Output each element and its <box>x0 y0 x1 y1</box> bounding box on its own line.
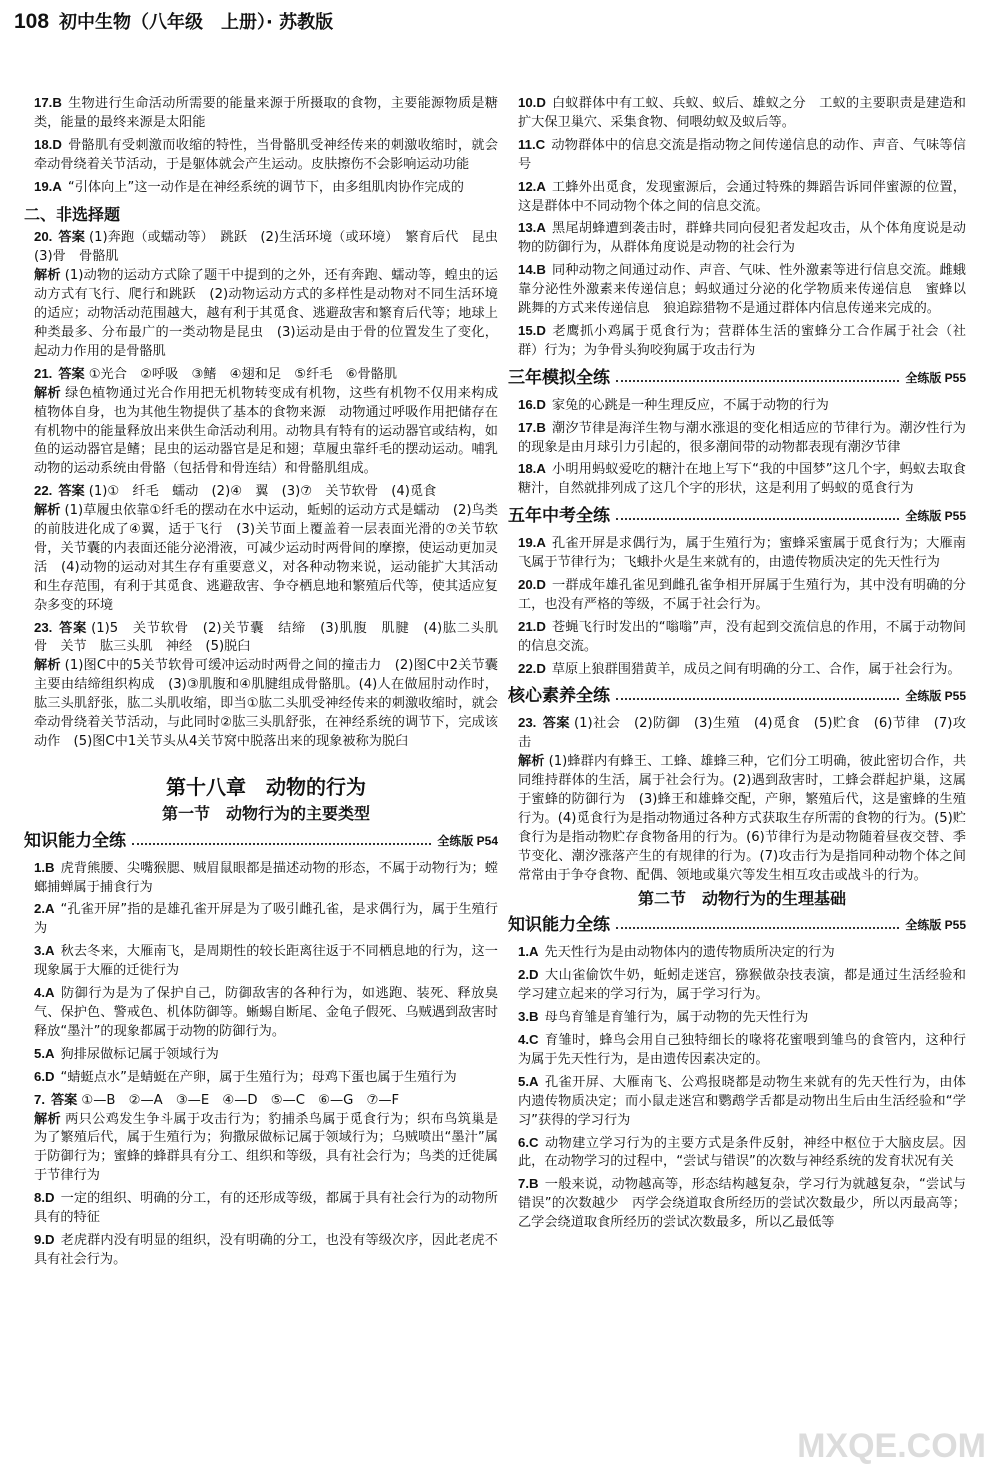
item-text: 育雏时，蜂鸟会用自己独特细长的喙将花蜜喂到雏鸟的食管内，这种行为属于先天性行为，是由遗传因素决定的。 <box>518 1032 966 1067</box>
answer-item <box>34 1045 498 1065</box>
answer-item <box>34 482 498 615</box>
item-text: 潮汐节律是海洋生物与潮水涨退的变化相适应的节律行为。潮汐性行为的现象是由月球引力引起的，很多潮间带的动物都表现有潮汐节律 <box>518 420 966 455</box>
dotted-leader <box>132 843 431 845</box>
item-text: 虎背熊腰、尖嘴猴腮、贼眉鼠眼都是描述动物的形态，不属于动物行为；螳螂捕蝉属于捕食行为 <box>34 860 498 895</box>
left-column <box>24 94 512 1273</box>
item-text: 孔雀开屏、大雁南飞、公鸡报晓都是动物生来就有的先天性行为，由体内遗传物质决定；而小鼠走迷宫和鹦鹉学舌都是动物出生后由生活经验和“学习”获得的学习行为 <box>518 1074 966 1128</box>
item-number: 18.A <box>518 461 546 477</box>
item-text: 同种动物之间通过动作、声音、气味、性外激素等进行信息交流。雌蛾靠分泌性外激素来传递信息；蚂蚁通过分泌的化学物质来传递信息 蜜蜂以跳舞的方式来传递信息 狼追踪猎物不是通过群体内信息传递来完成的。 <box>518 263 966 317</box>
answer-label: 答案 <box>51 1092 78 1108</box>
item-number: 15.D <box>518 322 546 338</box>
item-number: 19.A <box>34 178 62 194</box>
section-title-1: 第一节 动物行为的主要类型 <box>161 803 370 823</box>
page-header <box>14 8 333 48</box>
item-text: (1)草履虫依靠①纤毛的摆动在水中运动，蚯蚓的运动方式是蠕动 (2)鸟类的前肢进化成了④翼，适于飞行 (3)关节面上覆盖着一层表面光滑的⑦关节软骨，关节囊的内表面还能分泌滑液，可减少运动时两骨间的摩擦，使运动更加灵活 (4)动物的运动对其生存有重要意义，对各种动物来说，运动能扩大其活动和生存范围，有利于其觅食、逃避敌害、争夺栖息地和繁殖后代等，使其适应复杂多变的环境 <box>34 503 498 613</box>
answer-item <box>518 1008 966 1028</box>
answer-label: 答案 <box>58 366 85 382</box>
answer-item <box>34 1091 498 1187</box>
item-number: 14.B <box>518 262 546 278</box>
answer-item <box>518 261 966 319</box>
item-text: (1)动物的运动方式除了题干中提到的之外，还有奔跑、蠕动等，蝗虫的运动方式有飞行、爬行和跳跃 (2)动物运动方式的多样性是动物对不同生活环境的适应；动物活动范围越大，越有利于其觅食、逃避敌害和繁育后代等；地球上种类最多、分布最广的一类动物是昆虫 (3)运动是由于骨的位置发生了变化，起动力作用的是骨骼肌 <box>34 268 498 359</box>
chapter-title: 第十八章 动物的行为 <box>166 774 366 799</box>
answer-item <box>518 618 966 657</box>
practice-band <box>24 832 498 851</box>
practice-band <box>508 687 966 706</box>
item-number: 3.B <box>518 1009 539 1025</box>
item-number: 7.B <box>518 1176 539 1192</box>
analysis-label: 解析 <box>34 385 62 401</box>
item-number: 6.C <box>518 1134 539 1150</box>
page-number: 108 <box>14 10 50 33</box>
item-number: 6.D <box>34 1068 55 1084</box>
answer-item <box>518 966 966 1005</box>
section-title-2: 第二节 动物行为的生理基础 <box>637 888 846 908</box>
answer-item <box>518 660 966 680</box>
item-text: 绿色植物通过光合作用把无机物转变成有机物，这些有机物不仅用来构成植物体自身，也为其他生物提供了基本的食物来源 动物通过呼吸作用把储存在有机物中的能量释放出来供生命活动利用。动物具有特有的运动器官或结构，如鱼的运动器官是鳍；昆虫的运动器官是足和翅；草履虫靠纤毛的摆动运动。哺乳动物的运动系统由骨骼（包括骨和骨连结）和骨骼肌组成。 <box>34 385 499 477</box>
answer-item <box>518 1175 966 1233</box>
answer-item <box>518 1031 966 1070</box>
item-number: 5.A <box>518 1073 539 1089</box>
answer-text: ①—B ②—A ③—E ④—D ⑤—C ⑥—G ⑦—F <box>81 1092 400 1108</box>
answer-text: (1)① 纤毛 蠕动 (2)④ 翼 (3)⑦ 关节软骨 (4)觅食 <box>88 484 437 500</box>
item-text: 大山雀偷饮牛奶，蚯蚓走迷宫，猕猴做杂技表演，都是通过生活经验和学习建立起来的学习行为，属于学习行为。 <box>518 968 966 1003</box>
answer-item <box>34 1189 498 1228</box>
item-text: 苍蝇飞行时发出的“嗡嗡”声，没有起到交流信息的作用，不属于动物间的信息交流。 <box>518 619 966 654</box>
item-number: 13.A <box>518 220 546 236</box>
item-number: 4.C <box>518 1031 539 1047</box>
item-text: 狗排尿做标记属于领域行为 <box>60 1046 219 1062</box>
item-number: 7. <box>34 1091 45 1107</box>
band-ref: 全练版 P54 <box>437 833 498 848</box>
item-number: 5.A <box>34 1045 55 1061</box>
item-number: 22.D <box>518 660 546 676</box>
answer-label: 答案 <box>542 716 570 732</box>
answer-text: (1)5 关节软骨 (2)关节囊 结缔 (3)肌腹 肌腱 (4)肱二头肌 骨 关节 肱三头肌 神经 (5)脱臼 <box>34 620 512 655</box>
item-number: 20. <box>34 229 53 245</box>
answer-text: (1)奔跑（或蠕动等） 跳跃 (2)生活环境（或环境） 繁育后代 昆虫 (3)骨 骨骼肌 <box>34 230 512 265</box>
answer-item <box>34 1231 498 1270</box>
item-text: 动物群体中的信息交流是指动物之间传递信息的动作、声音、气味等信号 <box>518 137 966 172</box>
answer-item <box>518 94 966 133</box>
item-text: (1)图C中的5关节软骨可缓冲运动时两骨之间的撞击力 (2)图C中2关节囊主要由结缔组织构成 (3)③肌腹和④肌腱组成骨骼肌。(4)人在做屈肘动作时，肱三头肌舒张，肱二头肌收缩，即当①肱二头肌受神经传来的刺激收缩时，就会牵动骨绕着关节活动，与此同时②肱三头肌舒张，在神经系统的调节下，完成该动作 (5)图C中1关节头从4关节窝中脱落出来的现象被称为脱臼 <box>34 658 498 749</box>
item-number: 8.D <box>34 1190 55 1206</box>
item-text: 生物进行生命活动所需要的能量来源于所摄取的食物，主要能源物质是糖类，能量的最终来源是太阳能 <box>34 96 498 130</box>
item-text: 动物建立学习行为的主要方式是条件反射，神经中枢位于大脑皮层。因此，在动物学习的过程中，“尝试与错误”的次数与神经系统的发育状况有关 <box>518 1135 966 1170</box>
item-number: 18.D <box>34 136 62 152</box>
analysis-label: 解析 <box>34 658 61 674</box>
item-number: 2.A <box>34 901 55 917</box>
item-number: 2.D <box>518 967 539 983</box>
item-number: 23. <box>518 715 537 731</box>
item-number: 21.D <box>518 618 546 634</box>
item-text: 秋去冬来，大雁南飞，是周期性的较长距离往返于不同栖息地的行为，这一现象属于大雁的迁徙行为 <box>34 944 498 979</box>
item-number: 1.A <box>518 944 539 960</box>
answer-label: 答案 <box>58 484 85 500</box>
answer-item <box>34 1068 498 1088</box>
practice-band <box>508 369 966 388</box>
answer-item <box>34 942 498 981</box>
answer-label: 答案 <box>58 620 88 636</box>
item-text: 小明用蚂蚁爱吃的糖汁在地上写下“我的中国梦”这几个字，蚂蚁去取食糖汁，自然就排列成了这几个字的形状，这是利用了蚂蚁的觅食行为 <box>518 462 966 497</box>
band-title: 三年模拟全练 <box>508 367 610 388</box>
item-number: 12.A <box>518 178 546 194</box>
item-number: 11.C <box>518 136 546 152</box>
band-ref: 全练版 P55 <box>905 689 966 704</box>
item-text: 家兔的心跳是一种生理反应，不属于动物的行为 <box>551 397 829 413</box>
item-text: 草原上狼群围猎黄羊，成员之间有明确的分工、合作，属于社会行为。 <box>551 661 961 677</box>
answer-item <box>34 228 512 361</box>
analysis-label: 解析 <box>34 503 61 519</box>
item-number: 4.A <box>34 985 55 1001</box>
section-heading-nonchoice: 二、非选择题 <box>24 204 121 224</box>
answer-item <box>518 419 966 458</box>
practice-band <box>508 916 966 935</box>
answer-item <box>518 943 966 963</box>
book-title: 初中生物（八年级 上册）· 苏教版 <box>59 12 334 33</box>
item-text: 一群成年雄孔雀见到雌孔雀争相开屏属于生殖行为，其中没有明确的分工，也没有严格的等级，不属于社会行为。 <box>518 577 966 612</box>
answer-item <box>518 534 966 573</box>
answer-text: (1)社会 (2)防御 (3)生殖 (4)觅食 (5)贮食 (6)节律 (7)攻击 <box>518 716 966 751</box>
item-text: 老鹰抓小鸡属于觅食行为；营群体生活的蜜蜂分工合作属于社会（社群）行为；为争骨头狗咬狗属于攻击行为 <box>518 323 966 358</box>
answer-item <box>34 984 498 1042</box>
item-text: 白蚁群体中有工蚁、兵蚁、蚁后、雄蚁之分 工蚁的主要职责是建造和扩大保卫巢穴、采集食物、伺喂幼蚁及蚁后等。 <box>518 96 966 130</box>
right-column <box>508 94 967 1236</box>
item-text: 骨骼肌有受刺激而收缩的特性，当骨骼肌受神经传来的刺激收缩时，就会牵动骨绕着关节活动，于是躯体就会产生运动。皮肤擦伤不会影响运动功能 <box>34 137 498 172</box>
analysis-label: 解析 <box>34 1111 62 1127</box>
answer-item <box>34 619 512 752</box>
answer-item <box>518 714 966 885</box>
item-text: 母鸟育雏是育雏行为，属于动物的先天性行为 <box>544 1010 809 1026</box>
answer-item <box>34 900 498 939</box>
item-text: 防御行为是为了保护自己，防御敌害的各种行为，如逃跑、装死、释放臭气、保护色、警戒色、机体防御等。蜥蜴自断尾、金龟子假死、乌贼遇到敌害时释放“墨汁”的现象都属于动物的防御行为。 <box>34 986 498 1039</box>
item-text: 先天性行为是由动物体内的遗传物质所决定的行为 <box>544 945 835 961</box>
analysis-label: 解析 <box>518 754 545 770</box>
answer-item <box>518 1073 966 1131</box>
item-text: “蜻蜓点水”是蜻蜓在产卵，属于生殖行为；母鸡下蛋也属于生殖行为 <box>60 1069 457 1085</box>
dotted-leader <box>616 927 899 929</box>
item-text: 一定的组织、明确的分工，有的还形成等级，都属于具有社会行为的动物所具有的特征 <box>34 1191 498 1226</box>
item-text: 老虎群内没有明显的组织，没有明确的分工，也没有等级次序，因此老虎不具有社会行为。 <box>34 1232 498 1267</box>
item-number: 16.D <box>518 396 546 412</box>
band-title: 核心素养全练 <box>508 686 610 707</box>
watermark-logo: MXQE.COM <box>797 1427 986 1465</box>
item-text: 黑尾胡蜂遭到袭击时，群蜂共同向侵犯者发起攻击，从个体角度说是动物的防御行为，从群体角度说是动物的社会行为 <box>518 221 966 256</box>
answer-item <box>518 576 966 615</box>
item-number: 17.B <box>34 95 62 110</box>
band-title: 知识能力全练 <box>508 915 610 936</box>
band-title: 五年中考全练 <box>508 506 610 527</box>
item-text: 工蜂外出觅食，发现蜜源后，会通过特殊的舞蹈告诉同伴蜜源的位置，这是群体中不同动物个体之间的信息交流。 <box>518 179 966 214</box>
dotted-leader <box>616 698 899 700</box>
item-text: 孔雀开屏是求偶行为，属于生殖行为；蜜蜂采蜜属于觅食行为；大雁南飞属于节律行为；飞蛾扑火是生来就有的，由遗传物质决定的先天性行为 <box>518 536 966 571</box>
item-number: 20.D <box>518 576 546 592</box>
analysis-label: 解析 <box>34 268 61 284</box>
practice-band <box>508 507 966 526</box>
answer-item <box>518 219 966 258</box>
item-text: (1)蜂群内有蜂王、工蜂、雄蜂三种，它们分工明确，彼此密切合作，共同维持群体的生活，属于社会行为。(2)遇到敌害时，工蜂会群起护巢，这属于蜜蜂的防御行为 (3)蜂王和雄蜂交配，产卵，繁殖后代，这是蜜蜂的生殖行为。(4)觅食行为是指动物通过各种方式获取生存所需的食物的行为。(5)贮食行为是指动物贮存食物备用的行为。(6)节律行为是动物随着昼夜交替、季节变化、潮汐涨落产生的有规律的行为。(7)攻击行为是指同种动物个体之间常常由于争夺食物、配偶、领地或巢穴等发生相互攻击或战斗的行为。 <box>518 754 967 883</box>
band-ref: 全练版 P55 <box>905 509 966 524</box>
answer-item <box>518 178 966 217</box>
item-number: 17.B <box>518 419 546 435</box>
item-number: 22. <box>34 483 53 499</box>
item-number: 23. <box>34 619 53 635</box>
band-title: 知识能力全练 <box>24 830 126 851</box>
answer-item <box>518 322 966 361</box>
item-text: 两只公鸡发生争斗属于攻击行为；豹捕杀鸟属于觅食行为；织布鸟筑巢是为了繁殖后代，属于生殖行为；狗撒尿做标记属于领域行为；乌贼喷出“墨汁”属于防御行为；蜜蜂的蜂群具有分工、组织和等级，具有社会行为；鸟类的迁徙属于节律行为 <box>34 1111 499 1184</box>
item-number: 9.D <box>34 1231 55 1247</box>
answer-item <box>34 365 498 479</box>
answer-item <box>34 136 498 175</box>
answer-item <box>518 136 966 175</box>
item-number: 10.D <box>518 95 546 110</box>
item-number: 1.B <box>34 859 55 875</box>
answer-item <box>34 859 498 898</box>
item-text: “引体向上”这一动作是在神经系统的调节下，由多组肌肉协作完成的 <box>67 179 464 195</box>
answer-text: ①光合 ②呼吸 ③鳍 ④翅和足 ⑤纤毛 ⑥骨骼肌 <box>88 366 398 382</box>
answer-item <box>34 94 498 133</box>
answer-item <box>34 178 498 198</box>
answer-item <box>518 396 966 416</box>
band-ref: 全练版 P55 <box>905 918 966 933</box>
item-number: 19.A <box>518 535 546 551</box>
item-number: 3.A <box>34 943 55 959</box>
dotted-leader <box>616 518 899 520</box>
item-text: 一般来说，动物越高等，形态结构越复杂，学习行为就越复杂，“尝试与错误”的次数越少 丙学会绕道取食所经历的尝试次数最少，所以丙最高等；乙学会绕道取食所经历的尝试次数最多，所以乙最低等 <box>518 1177 966 1231</box>
item-text: “孔雀开屏”指的是雄孔雀开屏是为了吸引雌孔雀，是求偶行为，属于生殖行为 <box>34 902 498 937</box>
dotted-leader <box>616 380 899 382</box>
answer-item <box>518 460 966 499</box>
item-number: 21. <box>34 365 53 381</box>
answer-label: 答案 <box>58 230 85 246</box>
answer-item <box>518 1134 966 1173</box>
band-ref: 全练版 P55 <box>905 370 966 385</box>
